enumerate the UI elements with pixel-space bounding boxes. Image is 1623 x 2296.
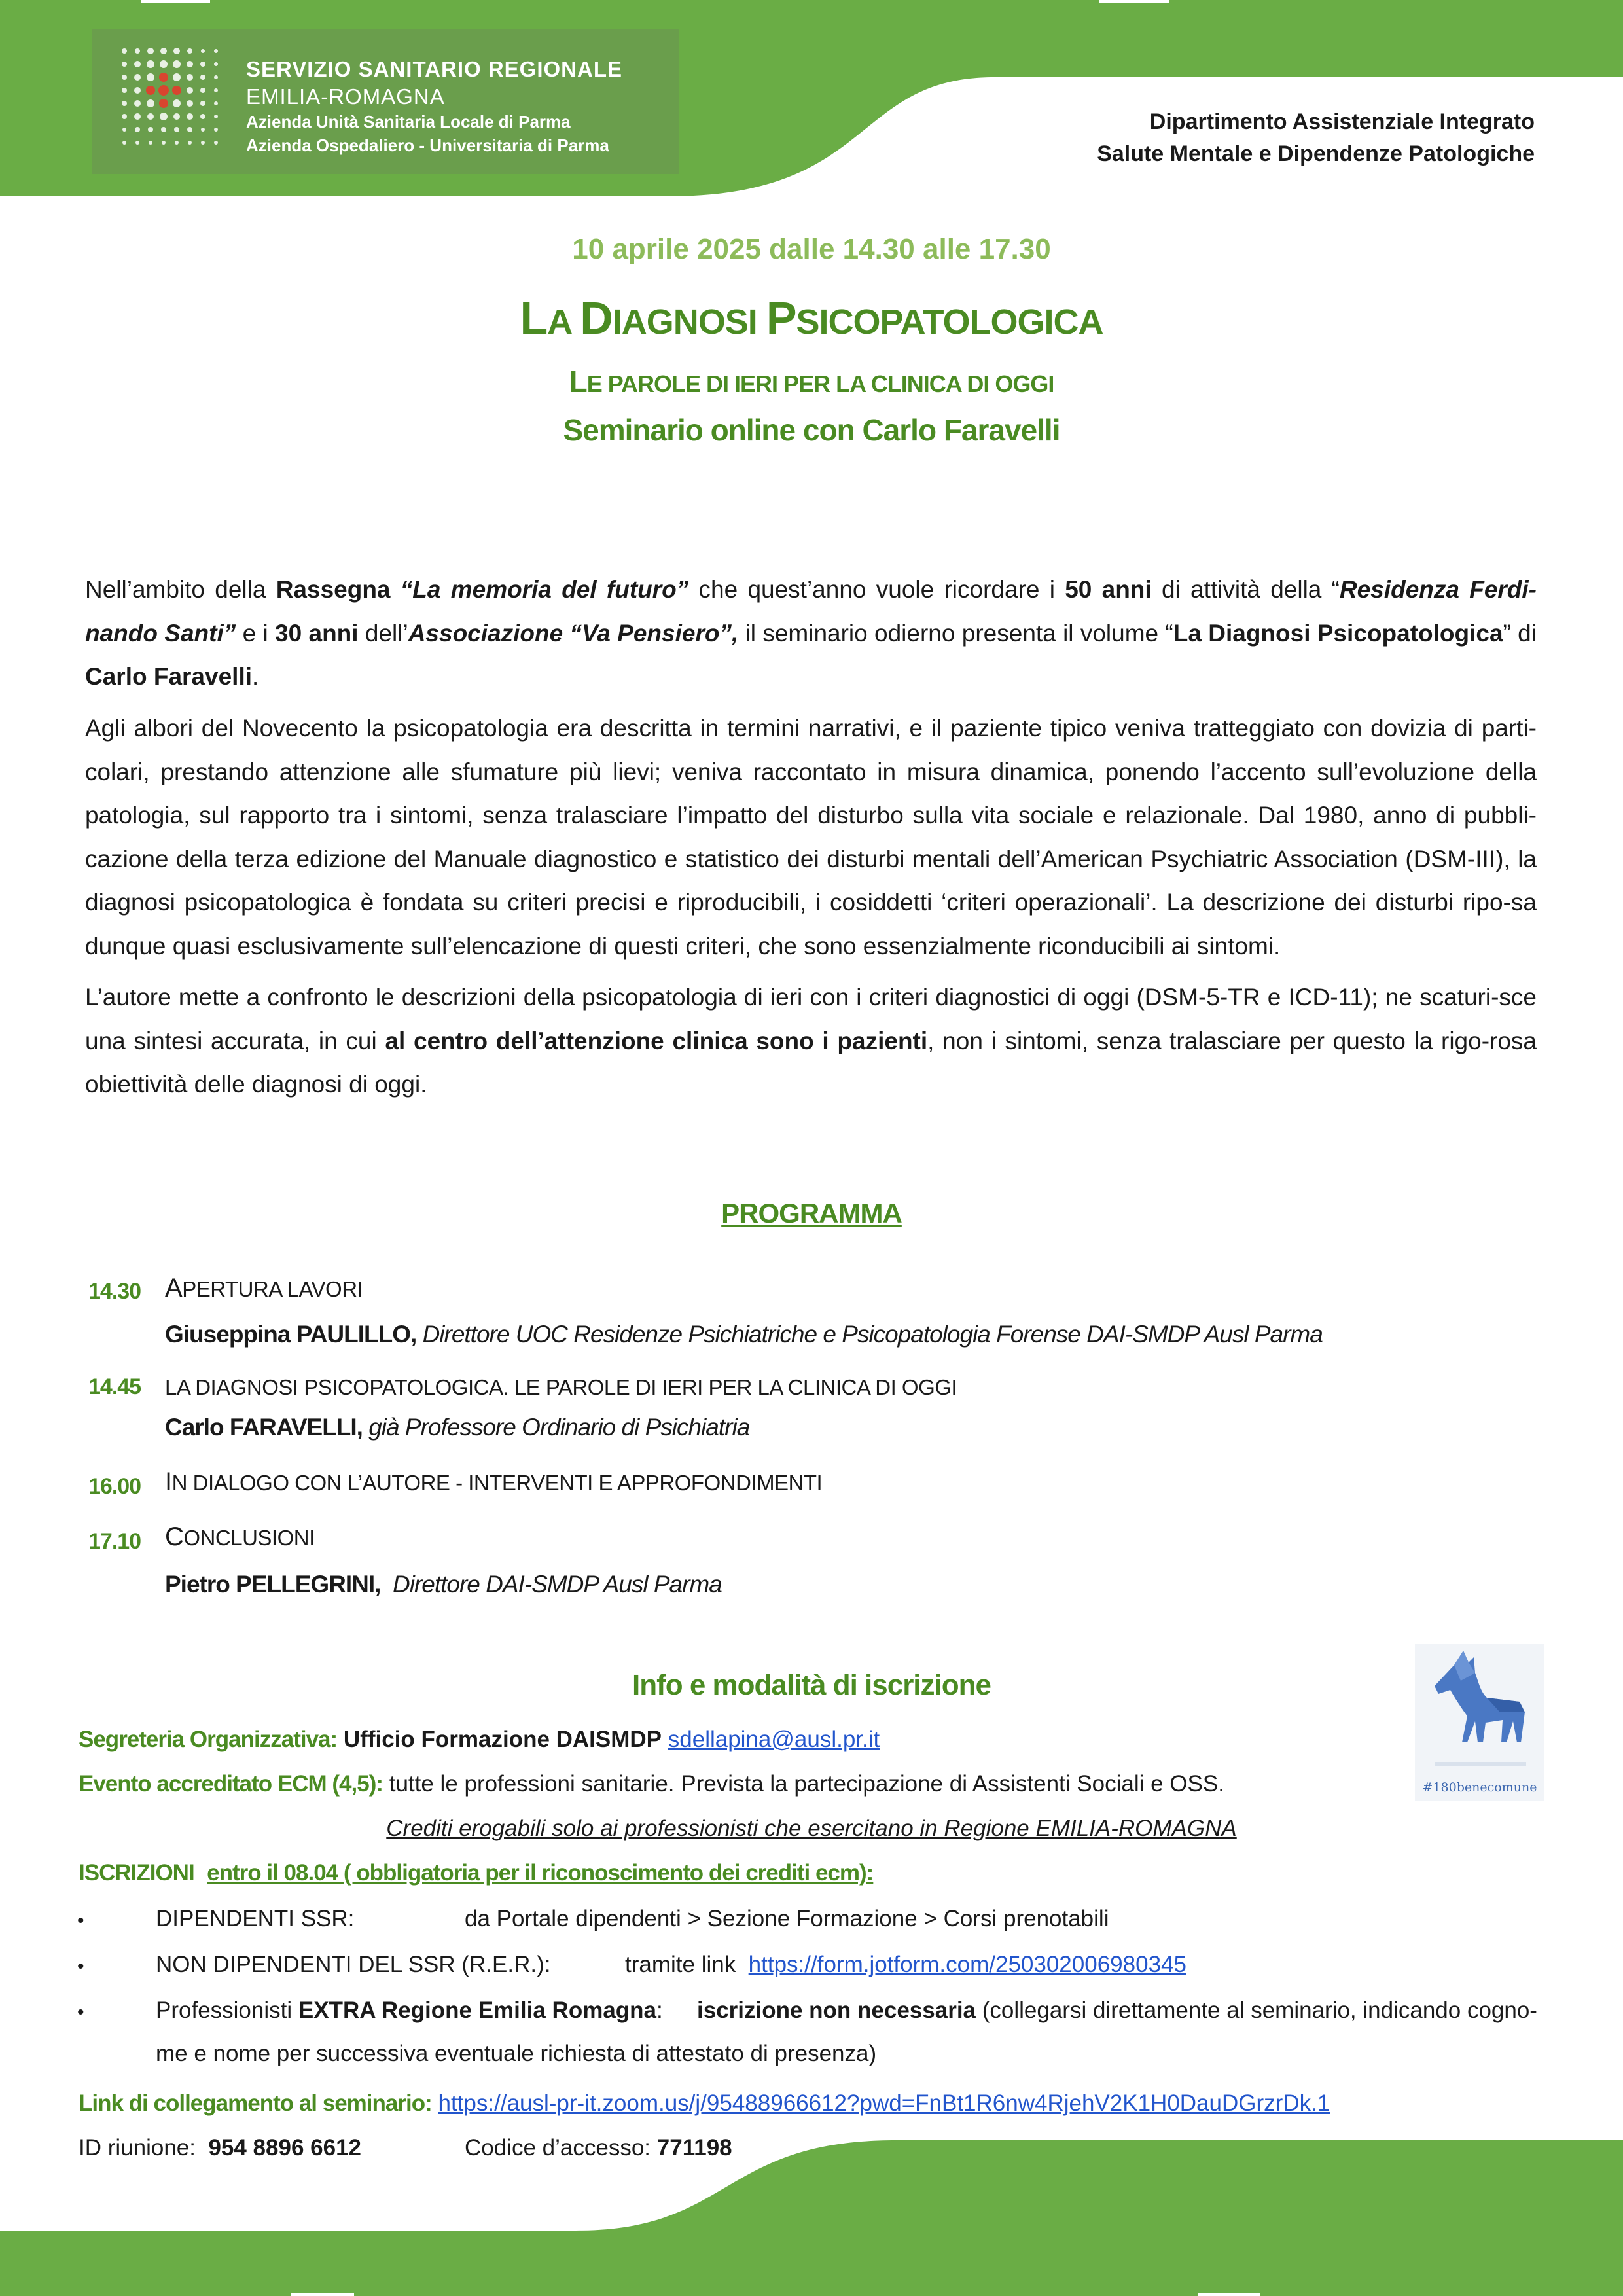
- text-run: .: [252, 663, 259, 690]
- iscrizione-dipendenti-value: da Portale dipendenti > Sezione Formazione > Corsi prenotabili: [465, 1906, 1109, 1931]
- iscrizione-extra-regione-value-cont: me e nome per successiva eventuale richiesta di attestato di presenza): [156, 2041, 877, 2066]
- jotform-link[interactable]: https://form.jotform.com/250302006980345: [748, 1952, 1186, 1977]
- text-run: Nell’ambito della: [85, 576, 276, 603]
- logo-text: [246, 55, 622, 157]
- text-run: che quest’anno vuole ricordare i: [688, 576, 1065, 603]
- text-run: “La memoria del futuro”: [400, 576, 689, 603]
- text-run: La Diagnosi Psicopatologica: [1173, 619, 1503, 647]
- text-run: 50 anni: [1065, 576, 1152, 603]
- credits-note: Crediti erogabili solo ai professionisti che esercitano in Regione EMILIA-ROMAGNA: [386, 1816, 1237, 1841]
- program-time: 14.45: [88, 1374, 141, 1399]
- zoom-link-line: Link di collegamento al seminario: https://ausl-pr-it.zoom.us/j/95488966612?pwd=FnBt1R6nw4RjehV2K1H0DauDGrzrDk.1: [79, 2090, 1330, 2116]
- program-speaker: Giuseppina PAULILLO, Direttore UOC Residenze Psichiatriche e Psicopatologia Forense DAI-SMDP Ausl Parma: [165, 1321, 1323, 1348]
- meeting-id-line: ID riunione: 954 8896 6612: [79, 2135, 362, 2161]
- seminar-line: Seminario online con Carlo Faravelli: [563, 413, 1060, 447]
- program-item-title: IN DIALOGO CON L’AUTORE - INTERVENTI E APPROFONDIMENTI: [165, 1467, 823, 1496]
- text-run: Associazione “Va Pensiero”,: [408, 619, 739, 647]
- iscrizioni-line: ISCRIZIONI entro il 08.04 ( obbligatoria per il riconoscimento dei crediti ecm):: [79, 1860, 874, 1886]
- logo-dots-icon: [119, 46, 224, 151]
- program-item-title: CONCLUSIONI: [165, 1522, 315, 1551]
- ecm-line: Evento accreditato ECM (4,5): tutte le professioni sanitarie. Prevista la partecipazione di Assistenti Sociali e OSS.: [79, 1771, 1224, 1797]
- text-run: e i: [236, 619, 276, 647]
- text-run: Carlo Faravelli: [85, 663, 253, 690]
- logo-line-1: SERVIZIO SANITARIO REGIONALE: [246, 57, 622, 81]
- program-time: 17.10: [88, 1529, 141, 1554]
- text-run: Residenza Ferdi-nando Santi”: [85, 576, 1537, 647]
- text-run: , non i sintomi, senza tralasciare per questo la rigo-rosa obiettività delle diagnosi di oggi.: [85, 1027, 1537, 1098]
- iscrizione-extra-regione-label: Professionisti EXTRA Regione Emilia Romagna:: [156, 1998, 663, 2023]
- segreteria-email-link[interactable]: sdellapina@ausl.pr.it: [668, 1727, 880, 1752]
- iscrizione-dipendenti-label: DIPENDENTI SSR:: [156, 1906, 355, 1931]
- department-line-1: Dipartimento Assistenziale Integrato: [1149, 109, 1535, 134]
- access-code-line: Codice d’accesso: 771198: [465, 2135, 732, 2161]
- bullet-icon: •: [77, 2001, 84, 2023]
- program-speaker: Pietro PELLEGRINI, Direttore DAI-SMDP Ausl Parma: [165, 1571, 722, 1598]
- program-time: 16.00: [88, 1474, 141, 1499]
- department: [1097, 106, 1535, 170]
- 180benecomune-badge: [1415, 1644, 1544, 1801]
- horse-icon: [1415, 1644, 1544, 1782]
- badge-text: #180benecomune: [1422, 1780, 1537, 1795]
- text-run: di attività della “: [1151, 576, 1340, 603]
- department-line-2: Salute Mentale e Dipendenze Patologiche: [1097, 141, 1535, 166]
- program-heading: PROGRAMMA: [721, 1198, 902, 1229]
- bullet-icon: •: [77, 1910, 84, 1931]
- logo-line-4: Azienda Ospedaliero - Universitaria di Parma: [246, 135, 609, 155]
- text-run: Rassegna: [276, 576, 401, 603]
- logo-line-3: Azienda Unità Sanitaria Locale di Parma: [246, 112, 571, 132]
- zoom-link[interactable]: https://ausl-pr-it.zoom.us/j/95488966612?pwd=FnBt1R6nw4RjehV2K1H0DauDGrzrDk.1: [438, 2090, 1330, 2116]
- text-run: 30 anni: [275, 619, 359, 647]
- event-subtitle: LE PAROLE DI IERI PER LA CLINICA DI OGGI: [569, 365, 1054, 399]
- event-date: 10 aprile 2025 dalle 14.30 alle 17.30: [572, 233, 1051, 265]
- info-heading: Info e modalità di iscrizione: [632, 1669, 991, 1701]
- text-run: L’autore mette a confronto le descrizioni della psicopatologia di ieri con i criteri diagnostici di oggi (DSM-5-TR e ICD-11); ne scaturi-sce una sintesi accurata, in cui: [85, 984, 1537, 1054]
- text-run: il seminario odierno presenta il volume “: [738, 619, 1173, 647]
- program-item-title: LA DIAGNOSI PSICOPATOLOGICA. LE PAROLE DI IERI PER LA CLINICA DI OGGI: [165, 1375, 957, 1399]
- intro-paragraph-1: [85, 568, 1537, 699]
- program-speaker: Carlo FARAVELLI, già Professore Ordinario di Psichiatria: [165, 1414, 750, 1441]
- iscrizione-non-dipendenti-label: NON DIPENDENTI DEL SSR (R.E.R.):: [156, 1952, 551, 1977]
- logo-line-2: EMILIA-ROMAGNA: [246, 84, 445, 109]
- text-run: dell’: [358, 619, 408, 647]
- intro-paragraph-2: Agli albori del Novecento la psicopatologia era descritta in termini narrativi, e il paziente tipico veniva tratteggiato con dovizia di parti-colari, prestando attenzione alle sfumature più lievi; veniva raccontato in misura dinamica, ponendo l’accento sull’evoluzione della patologia, sul rapporto tra i sintomi, senza tralasciare l’impatto del disturbo sulla vita sociale e relazionale. Dal 1980, anno di pubbli-cazione della terza edizione del Manuale diagnostico e statistico dei disturbi mentali dell’American Psychiatric Association (DSM-III), la diagnosi psicopatologica è fondata su criteri precisi e riproducibili, i cosiddetti ‘criteri operazionali’. La descrizione dei disturbi ripo-sa dunque quasi esclusivamente sull’elencazione di questi criteri, che sono essenzialmente riconducibili ai sintomi.: [85, 715, 1537, 960]
- intro-paragraph-3: [85, 976, 1537, 1107]
- event-title: LA DIAGNOSI PSICOPATOLOGICA: [520, 293, 1103, 344]
- bullet-icon: •: [77, 1956, 84, 1977]
- program-time: 14.30: [88, 1279, 141, 1304]
- text-run: al centro dell’attenzione clinica sono i pazienti: [385, 1027, 928, 1054]
- text-run: ” di: [1503, 619, 1537, 647]
- ssr-logo: [92, 29, 679, 174]
- iscrizione-extra-regione-value: iscrizione non necessaria (collegarsi direttamente al seminario, indicando cogno-: [697, 1998, 1537, 2023]
- program-item-title: APERTURA LAVORI: [165, 1274, 363, 1302]
- segreteria-line: Segreteria Organizzativa: Ufficio Formazione DAISMDP sdellapina@ausl.pr.it: [79, 1727, 880, 1752]
- iscrizione-non-dipendenti-value: tramite link https://form.jotform.com/250302006980345: [625, 1952, 1186, 1977]
